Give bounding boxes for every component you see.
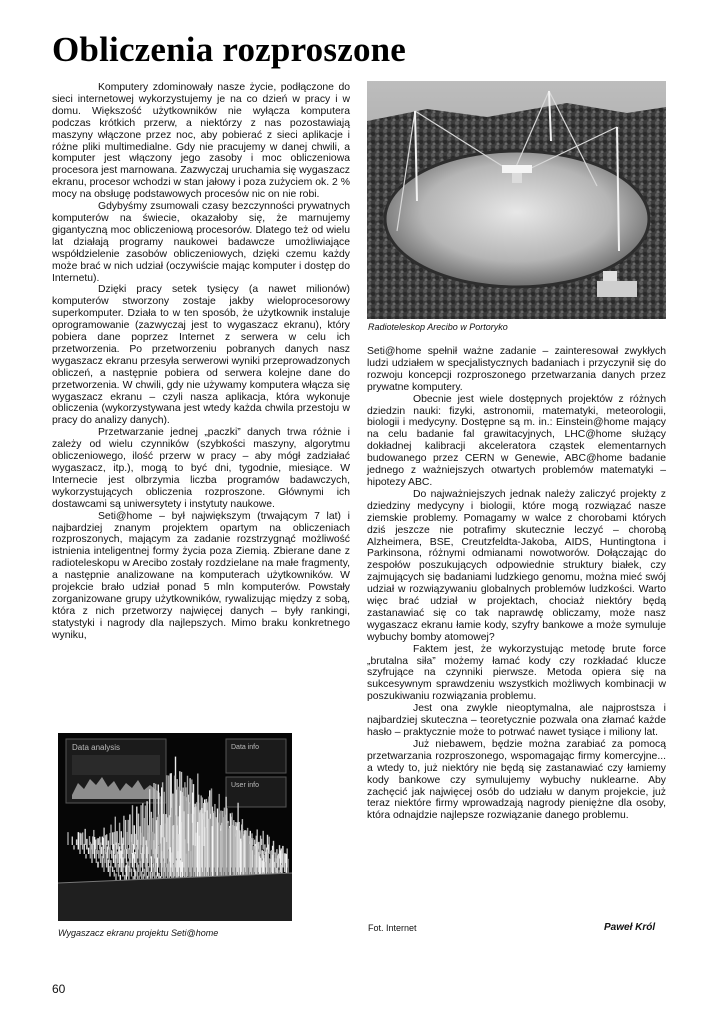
paragraph: Jest ona zwykle nieoptymalna, ale najprostsza i najbardziej skuteczna – teoretycznie pozwala ona złamać każde hasło – praktycznie może to potrwać nawet tysiące i miliony lat. [367, 703, 666, 738]
seti-data-info: Data info [231, 744, 260, 751]
arecibo-caption: Radioteleskop Arecibo w Portoryko [368, 322, 508, 332]
paragraph: Komputery zdominowały nasze życie, podłączone do sieci internetowej wykorzystujemy je na co dzień w pracy i w domu. Większość użytkowników nie wyłącza komputera podczas krótkich przerw, a niektórzy z nas pozostawiają maszyny włączone przez noc, aby pobierać z sieci aplikacje i różne pliki multimedialne. Gdy nie pracujemy w danej chwili, a komputer jest włączony jego zasoby i moc obliczeniowa procesora jest marnowana. Zazwyczaj uruchamia się wygaszacz ekranu, procesor wchodzi w stan jałowy i poza zużyciem ok. 2 % mocy na obsługę podstawowych procesów nic on nie robi. [52, 82, 350, 201]
seti-panel-title: Data analysis [72, 743, 121, 752]
paragraph: Przetwarzanie jednej „paczki” danych trwa różnie i zależy od wielu czynników (szybkości maszyny, algorytmu obliczeniowego, ilość przerw w pracy – aby mógł zadziałać wygaszacz, itp.), mogą to być dni, tygodnie, miesiące. W Internecie jest olbrzymia liczba programów badawczych, wykorzystujących obliczenia rozproszone. Głównymi ich dostawcami są uniwersytety i instytuty naukowe. [52, 427, 350, 510]
paragraph: Do najważniejszych jednak należy zaliczyć projekty z dziedziny medycyny i biologii, które mogą rozwiązać nasze ziemskie problemy. Pomagamy w walce z chorobami których dziś jeszcze nie potrafimy skutecznie leczyć – chorobą Alzheimera, BSE, Creutzfeldta-Jakoba, AIDS, Huntingtona i Parkinsona, różnymi odmianami nowotworów. Dołączając do zespołów poszukujących odpowiednie struktury białek, czy zajmujących się badaniami ludzkiego genomu, można mieć swój udział w rozwiązywaniu globalnych problemów ludzkości. Warto więc brać udział w projektach, chociaż niektóry będą zastanawiać się co tak naprawdę obliczamy, może nasz wygaszacz ekranu łamie kody, szyfry bankowe a może symuluje wybuchy bomby atomowej? [367, 488, 666, 643]
seti-user-info: User info [231, 782, 260, 789]
page-number: 60 [52, 982, 66, 996]
paragraph: Gdybyśmy zsumowali czasy bezczynności prywatnych komputerów na świecie, okazałoby się, że marnujemy gigantyczną moc obliczeniową procesorów. Dlatego też od wielu lat działają programy naukowei badawcze umożliwiające współdzielenie zasobów obliczeniowych, dzięki czemu każdy może brać w nich udział (oczywiście mając komputer i dostęp do Internetu). [52, 201, 350, 284]
paragraph: Już niebawem, będzie można zarabiać za pomocą przetwarzania rozproszonego, wspomagając firmy komercyjne... a wtedy to, już niektóry nie będą się zastanawiać czy łamiemy kody bankowe czy symulujemy wybuchy nuklearne. Aby zachęcić jak najwięcej osób do udziału w danym projekcie, już teraz niektóre firmy wprowadzają nagrody pieniężne dla osoby, która odnajdzie najlepsze rozwiązanie danego problemu. [367, 738, 666, 822]
arecibo-photo [367, 81, 666, 319]
right-column [367, 346, 666, 822]
seti-caption: Wygaszacz ekranu projektu Seti@home [58, 928, 219, 938]
paragraph: Dzięki pracy setek tysięcy (a nawet milionów) komputerów stworzony zostaje jakby wieloprocesorowy superkomputer. Działa to w ten sposób, że użytkownik instaluje oprogramowanie (zazwyczaj jest to wygaszacz ekranu), który pobiera dane poprzez Internet z serwera w celu ich przetworzenia. Po przetworzeniu pobranych danych nasz wygaszacz ekranu przesyła serwerowi wyniki przeprowadzonych obliczeń, a następnie pobiera od serwera kolejne dane do przetworzenia. W chwili, gdy nie używamy komputera włącza się wygaszacz ekranu – czyli nasza aplikacja, która wykonuje obliczenia (wykorzystywana jest wtedy każda chwila przestoju w pracy do analizy danych). [52, 284, 350, 427]
article-title: Obliczenia rozproszone [52, 30, 407, 69]
arecibo-illustration [367, 81, 666, 319]
seti-illustration [58, 733, 292, 921]
left-column [52, 82, 350, 642]
seti-screensaver-image [58, 733, 292, 921]
paragraph: Seti@home spełnił ważne zadanie – zainteresował zwykłych ludzi udziałem w specjalistycznych badaniach i przyczynił się do rozwoju koncepcji rozproszonego przetwarzania danych przez prywatne komputery. [367, 346, 666, 393]
author-name: Paweł Król [604, 922, 656, 933]
paragraph: Obecnie jest wiele dostępnych projektów z różnych dziedzin nauki: fizyki, astronomii, matematyki, meteorologii, biologii i medycyny. Dostępne są m. in.: Einstein@home mający na celu badanie fal grawitacyjnych, LHC@home służący dokładnej kalibracji akceleratora cząstek elementarnych budowanego przez CERN w Genewie, ABC@home badanie jednego z ważniejszych otwartych problemów matematyki – hipotezy ABC. [367, 393, 666, 488]
paragraph: Faktem jest, że wykorzystując metodę brute force „brutalna siła” możemy łamać kody czy rozkładać klucze szyfrujące na czynniki pierwsze. Metoda opiera się na sukcesywnym sprawdzeniu wszystkich możliwych kombinacji w poszukiwaniu rozwiązania problemu. [367, 643, 666, 703]
paragraph: Seti@home – był największym (trwającym 7 lat) i najbardziej znanym projektem opartym na obliczeniach rozproszonych, mającym za zadanie rozstrzygnąć możliwość istnienia inteligentnej formy życia poza Ziemią. Zbierane dane z radioteleskopu w Arecibo zostały rozdzielane na małe fragmenty, a następnie analizowane na komputerach użytkowników. W projekcie brało udział ponad 5 mln komputerów. Powstały zorganizowane grupy użytkowników, rywalizując między z sobą, która z nich przetworzy najwięcej danych – były rankingi, statystyki i nagrody dla najlepszych. Mimo braku konkretnego wyniku, [52, 510, 350, 641]
photo-credit: Fot. Internet [368, 923, 417, 933]
